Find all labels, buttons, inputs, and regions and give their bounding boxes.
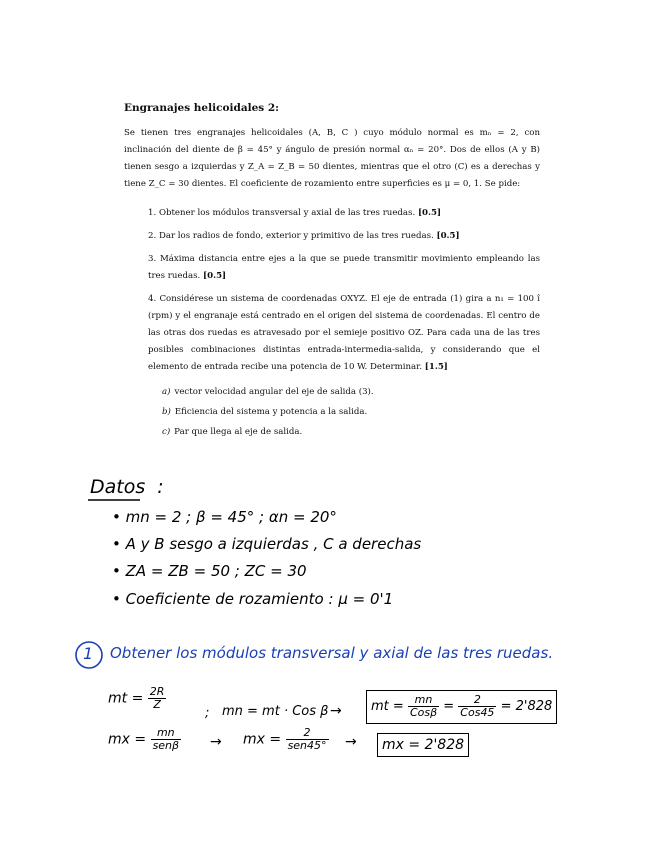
step-number: 1 <box>83 644 94 663</box>
eq-mx2: mx = $\frac{2}{\text{sen45°}}$ <box>243 726 327 752</box>
step-title: Obtener los módulos transversal y axial de las tres ruedas. <box>110 644 554 662</box>
problem-title: Engranajes helicoidales 2: <box>124 102 280 114</box>
fraction: $\frac{mn}{\text{senβ}}$ <box>152 726 180 752</box>
subquestion-item: c) Par que llega al eje de salida. <box>162 427 303 437</box>
question-points: [0.5] <box>417 208 442 218</box>
question-text: Considérese un sistema de coordenadas OXYZ. El eje de entrada (1) gira a n₁ = 100 î (rpm) y el engranaje está centrado en el origen del sistema de coordenadas. El centro de las otras dos ruedas es atravesado por el semieje positivo OZ. Para cada una de las tres posibles combinaciones distintas entrada-intermedia-salida, y considerando que el elemento de entrada recibe una potencia de 10 W. Determinar. <box>148 294 540 372</box>
eq-mn: mn = mt · Cos β <box>222 704 329 719</box>
question-number: 3. <box>148 254 157 264</box>
subquestion-item: a) vector velocidad angular del eje de salida (3). <box>162 387 374 397</box>
eq-mx: mx = $\frac{mn}{\text{senβ}}$ <box>108 726 180 752</box>
boxed-result-mt: mt = $\frac{mn}{\text{Cosβ}}$ = $\frac{2}{\text{Cos45}}$ = 2'828 <box>366 690 557 724</box>
boxed-result-mx: mx = 2'828 <box>377 733 469 757</box>
subquestion-item: b) Eficiencia del sistema y potencia a la salida. <box>162 407 368 417</box>
question-number: 1. <box>148 208 157 218</box>
question-text: Dar los radios de fondo, exterior y primitivo de las tres ruedas. <box>158 231 434 241</box>
question-number: 4. <box>148 294 157 304</box>
problem-intro: Se tienen tres engranajes helicoidales (A, B, C ) cuyo módulo normal es mₙ = 2, con inclinación del diente de β = 45° y ángulo de presión normal αₙ = 20°. Dos de ellos (A y B) tienen sesgo a izquierdas y Z_A = Z_B = 50 dientes, mientras que el otro (C) es a derechas y tiene Z_C = 30 dientes. El coeficiente de rozamiento entre superficies es μ = 0, 1. Se pide: <box>124 128 540 189</box>
arrow-icon: → <box>210 734 222 750</box>
data-bullet: • A y B sesgo a izquierdas , C a derechas <box>112 535 422 553</box>
fraction: $\frac{2}{\text{sen45°}}$ <box>287 726 327 752</box>
arrow-icon: → <box>345 734 357 750</box>
question-points: [1.5] <box>424 362 448 372</box>
question-text: Obtener los módulos transversal y axial de las tres ruedas. <box>158 208 416 218</box>
fraction: $\frac{2R}{Z}$ <box>149 685 165 711</box>
datos-title: Datos : <box>90 476 164 498</box>
data-bullet: • Coeficiente de rozamiento : μ = 0'1 <box>112 590 394 608</box>
question-points: [0.5] <box>436 231 460 241</box>
data-bullet: • mn = 2 ; β = 45° ; αn = 20° <box>112 508 337 526</box>
data-bullet: • ZA = ZB = 50 ; ZC = 30 <box>112 562 307 580</box>
eq-separator: ; <box>205 706 210 721</box>
question-text: Máxima distancia entre ejes a la que se puede transmitir movimiento empleando las tres ruedas. <box>148 254 540 281</box>
eq-mt: mt = $\frac{2R}{Z}$ <box>108 685 165 711</box>
question-points: [0.5] <box>203 271 227 281</box>
arrow-icon: → <box>330 703 342 719</box>
question-number: 2. <box>148 231 157 241</box>
